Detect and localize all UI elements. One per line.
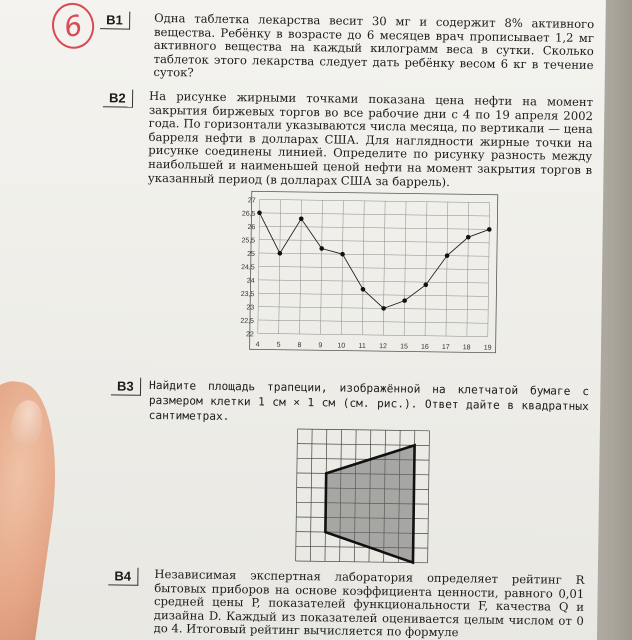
grid-line-h (297, 429, 429, 431)
y-gridline (260, 199, 490, 202)
grid-line-h (297, 444, 429, 446)
trapezoid-shape (325, 444, 415, 563)
y-tick-label: 26,5 (241, 210, 256, 218)
y-tick-label: 23,5 (240, 290, 255, 299)
grid-line-v (428, 431, 430, 563)
y-gridline (259, 240, 489, 243)
y-gridline (259, 280, 489, 283)
task-b1-text: Одна таблетка лекарства весит 30 мг и содержит 8% активного вещества. Ребёнку в возрасте до 6 месяцев врач прописывает 1,2 мг активного вещества на каждый килограмм веса в сутки. Сколько таблеток этого лекарства следует дать ребёнку весом 6 кг в течение суток? (153, 10, 595, 80)
y-tick-label: 23 (246, 304, 255, 312)
x-tick-label: 12 (379, 343, 388, 351)
oil-price-chart (229, 187, 503, 363)
price-point (257, 210, 262, 215)
y-gridline (259, 213, 489, 216)
x-tick-label: 17 (441, 343, 450, 352)
trapezoid-figure (292, 425, 434, 567)
task-b4-label: B4 (108, 567, 138, 585)
handwritten-number: 6 (61, 7, 86, 44)
x-tick-label: 16 (420, 343, 429, 351)
y-gridline (259, 266, 489, 269)
y-gridline (258, 333, 488, 336)
price-point (278, 251, 283, 256)
x-tick-label: 19 (483, 344, 492, 352)
task-b2-text: На рисунке жирными точками показана цена нефти на момент закрытия биржевых торгов во все рабочие дни с 4 по 19 апреля 2002 года. По горизонтали указываются числа месяца, по вертикали — цена барреля нефти в долларах США. Для наглядности жирные точки на рисунке соединены линией. Определите по рисунку разность между наибольшей и наименьшей ценой нефти на момент закрытия торгов в указанный период (в долларах США за баррель). (147, 88, 594, 189)
x-tick-label: 18 (462, 344, 471, 352)
y-tick-label: 25,5 (241, 237, 256, 245)
y-gridline (259, 226, 489, 229)
y-tick-label: 22,5 (240, 317, 255, 325)
handwritten-circled-number (48, 0, 98, 52)
y-tick-label: 24,5 (241, 264, 255, 272)
y-gridline (258, 293, 488, 296)
y-gridline (258, 320, 488, 323)
x-tick-label: 9 (318, 342, 323, 350)
y-tick-label: 27 (247, 197, 256, 205)
x-tick-label: 4 (255, 341, 260, 349)
task-b3-label: B3 (111, 377, 141, 395)
y-gridline (259, 253, 489, 256)
oil-price-chart-svg (229, 187, 503, 363)
y-tick-label: 24 (246, 277, 255, 285)
trapezoid-grid-svg (292, 425, 434, 567)
x-tick-label: 15 (400, 343, 408, 351)
y-tick-label: 22 (245, 331, 254, 339)
grid-line-v (296, 429, 298, 561)
x-tick-label: 8 (297, 341, 302, 350)
task-b4-text: Независимая экспертная лаборатория определяет рейтинг R бытовых приборов на основе коэффициента ценности, равного 0,01 средней цены P, показателей функциональности F, качества Q и дизайна D. Каждый из показателей оценивается целым числом от 0 до 4. Итоговый рейтинг вычисляется по формуле (153, 566, 585, 640)
grid-line-v (310, 429, 312, 561)
price-point (487, 227, 492, 232)
x-tick-label: 11 (358, 342, 366, 350)
x-tick-label: 10 (337, 342, 346, 350)
task-b3-text: Найдите площадь трапеции, изображённой на клетчатой бумаге с размером клетки 1 см × 1 см (см. рис.). Ответ дайте в квадратных сантиметрах. (148, 378, 590, 424)
price-line (258, 213, 489, 310)
y-tick-label: 25 (247, 250, 255, 258)
x-tick-label: 5 (276, 341, 281, 349)
chart-gridlines (258, 199, 490, 336)
y-tick-label: 26 (247, 224, 256, 232)
price-point (340, 252, 345, 257)
task-b2-label: B2 (103, 89, 133, 107)
task-b1-label: B1 (100, 11, 130, 29)
y-gridline (258, 307, 488, 310)
